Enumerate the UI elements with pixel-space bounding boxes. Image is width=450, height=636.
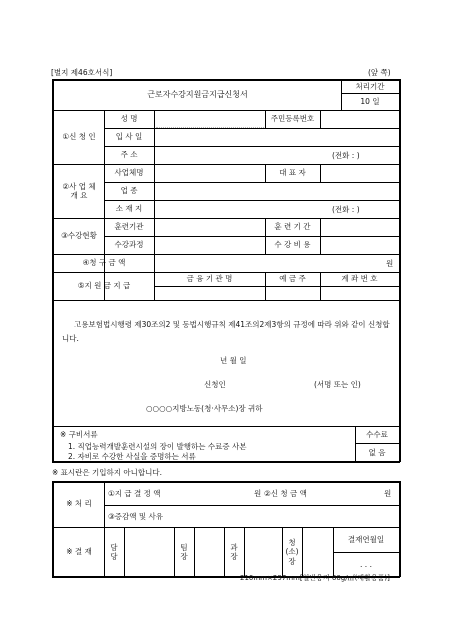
rrn-label: 주민등록번호	[270, 114, 315, 124]
approver-section-chief: 과 장	[230, 542, 238, 561]
sign-or-seal: (서명 또는 인)	[314, 380, 361, 389]
section-training-label: ③수강현황	[61, 231, 97, 241]
fee-value: 없 음	[368, 448, 386, 458]
form-title: 근로자수강지원금지급신청서	[147, 89, 248, 99]
page-side: (앞 쪽)	[368, 68, 391, 77]
form-number: [별지 제46호서식]	[51, 68, 113, 77]
bank-label: 금 융 기 관 명	[186, 274, 233, 284]
applicant-sign-label: 신청인	[204, 380, 226, 389]
name-field[interactable]	[156, 111, 264, 128]
hire-date-label: 입 사 일	[115, 132, 143, 142]
payment-label: ⑤지 원 금 지 급	[77, 281, 131, 291]
approval-date-label: 결재연월일	[347, 534, 385, 544]
documents-item-2: 2. 자비로 수강한 사실을 증명하는 서류	[68, 452, 196, 461]
section-business-label: ②사 업 체 개 요	[62, 181, 96, 200]
decided-amount-label: ①지 급 결 정 액	[108, 489, 161, 498]
address-label: 주 소	[120, 150, 138, 160]
applicant-phone: (전화 : )	[332, 151, 360, 160]
decided-won: 원	[254, 489, 262, 498]
approver-staff: 담 당	[110, 542, 118, 561]
approver-office-head: 청 (소) 장	[285, 537, 299, 566]
claim-amount-label: ④청 구 금 액	[82, 258, 126, 268]
processing-period-days: 10 일	[360, 96, 380, 106]
note: ※ 표시란은 기입하지 아니합니다.	[52, 468, 163, 477]
company-label: 사업체명	[114, 168, 144, 178]
approval-date-dots: . . .	[360, 560, 372, 570]
recipient: ○○○○지방노동(청·사무소)장 귀하	[146, 404, 263, 413]
business-phone: (전화 : )	[332, 205, 360, 214]
paper-spec: 210mm×297mm[일반용지 60g/㎡(재활용품)]	[240, 574, 390, 582]
location-label: 소 재 지	[115, 204, 143, 214]
process-label: ※ 처 리	[66, 499, 92, 509]
holder-label: 예 금 주	[279, 274, 306, 284]
claim-unit: 원	[386, 259, 394, 268]
approver-team-lead: 팀 장	[180, 542, 188, 561]
fee-label: 수 강 비 용	[274, 240, 311, 250]
period-label: 훈 련 기 간	[274, 222, 311, 232]
name-label: 성 명	[120, 114, 138, 124]
ceo-label: 대 표 자	[279, 168, 306, 178]
documents-item-1: 1. 직업능력개발훈련시설의 장이 발행하는 수료증 사본	[68, 442, 247, 451]
account-label: 계 좌 번 호	[341, 274, 378, 284]
section-applicant-label: ①신 청 인	[62, 132, 96, 142]
fee-header: 수수료	[366, 429, 388, 439]
approval-label: ※ 결 재	[66, 547, 92, 557]
requested-amount-label: ②신 청 금 액	[264, 489, 307, 498]
statement-date: 년 월 일	[220, 356, 247, 365]
industry-label: 업 종	[120, 186, 138, 196]
requested-won: 원	[384, 489, 392, 498]
institution-label: 훈련기관	[114, 222, 144, 232]
course-label: 수강과정	[114, 240, 144, 250]
documents-title: ※ 구비서류	[60, 430, 98, 439]
processing-period-label: 처리기간	[355, 81, 385, 91]
statement-text: 고용보험법시행령 제30조의2 및 동법시행규칙 제41조의2제3항의 규정에 따라 위와 같이 신청합니다.	[62, 320, 390, 344]
reason-label: ③증감액 및 사유	[108, 512, 163, 521]
